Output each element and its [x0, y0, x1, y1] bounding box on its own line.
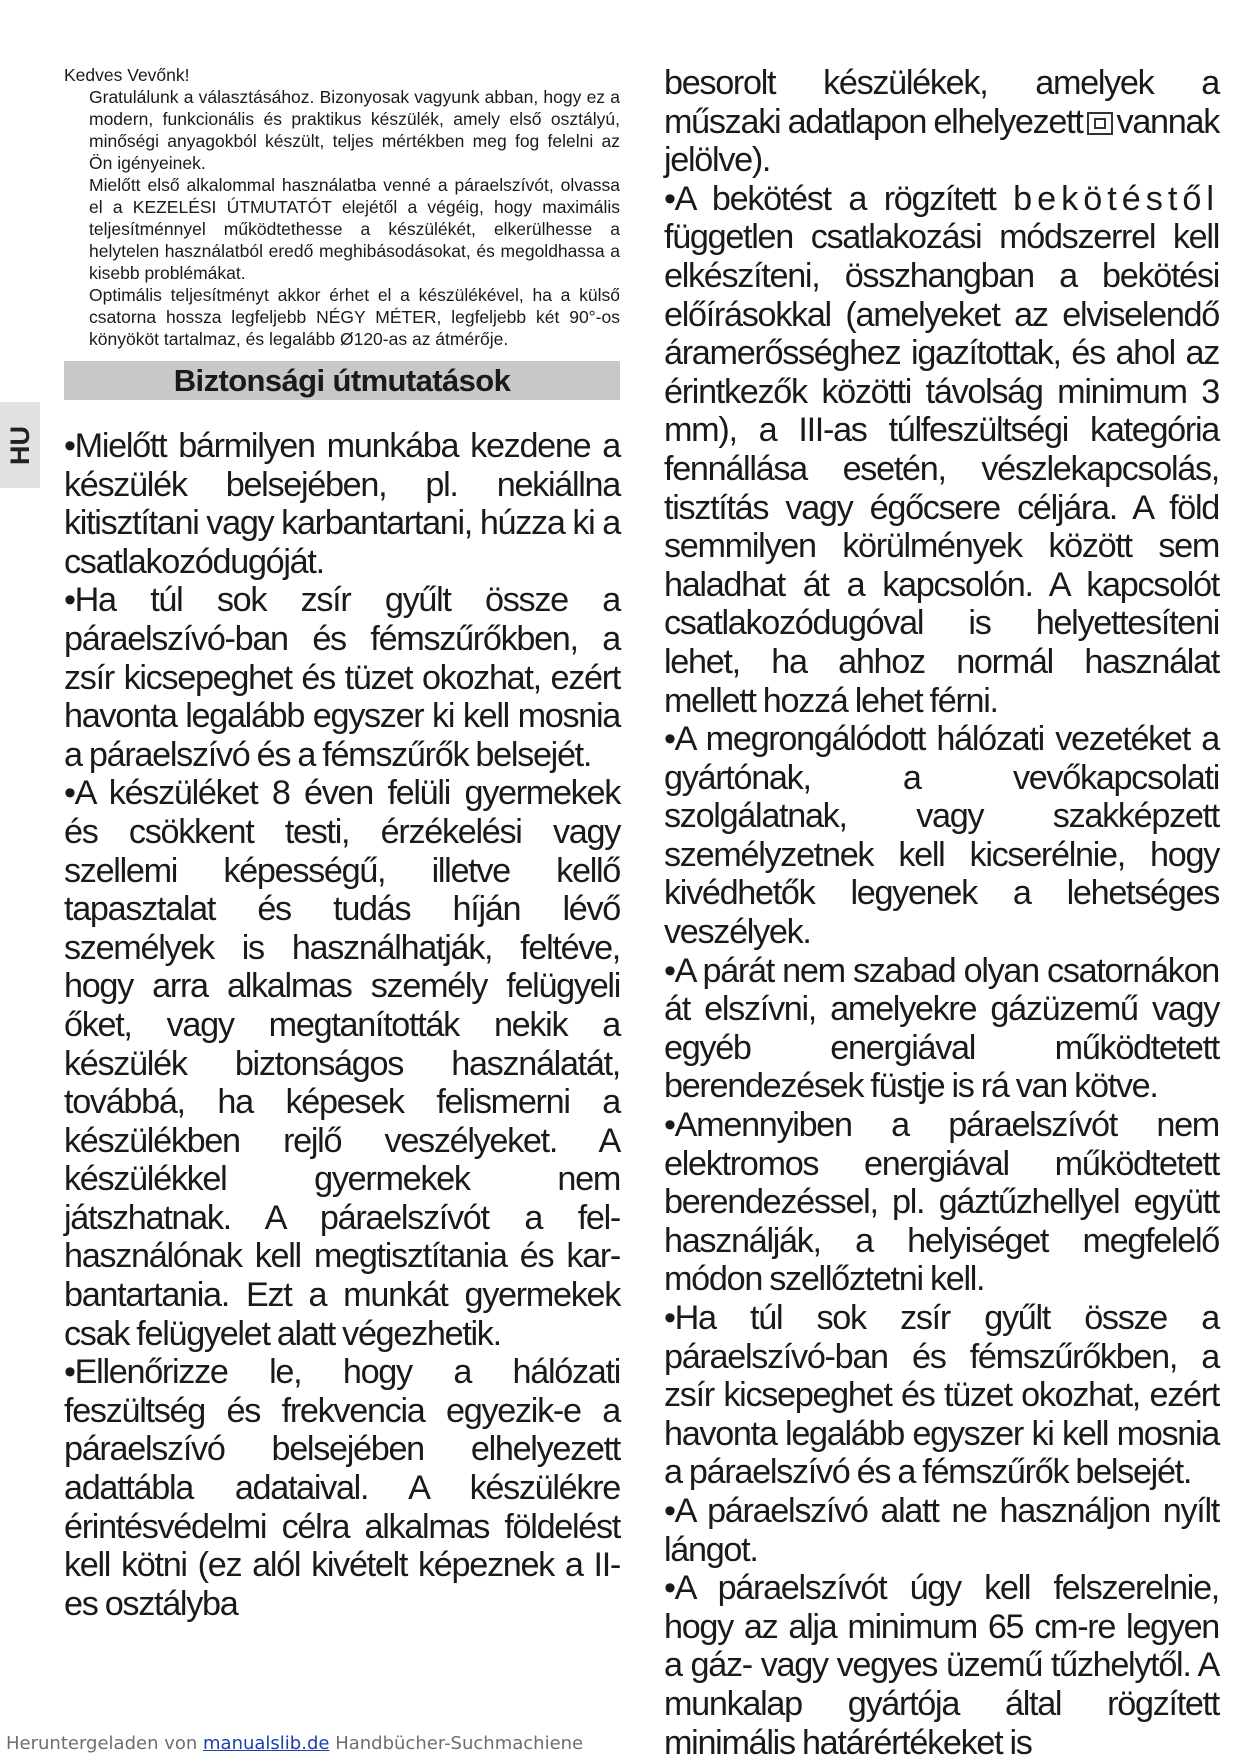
safety-item: •Ha túl sok zsír gyűlt össze a páraelszívó-ban és fémszűrőkben, a zsír kicsepeghet és tüzet okozhat, ezért havonta legalább egyszer ki kell mosnia a páraelszívó és a fémszűrők belsejét. [64, 581, 620, 774]
safety-item: •A készüléket 8 éven felüli gyermekek és csökkent testi, érzékelési vagy szellemi képességű, illetve kellő tapasztalat és tudás híján lévő személyek is használhatják, feltéve, hogy arra alkalmas személy felügyeli őket, vagy megtanították nekik a készülék biztonságos használatát, továbbá, ha képesek felismerni a készülékben rejlő veszélyeket. A készülékkel gyermekek nem játszhatnak. A páraelszívót a fel-használónak kell megtisztítania és kar-bantartania. Ezt a munkát gyermekek csak felügyelet alatt végezhetik. [64, 774, 620, 1353]
intro-section [64, 86, 620, 350]
safety-item: •Mielőtt bármilyen munkába kezdene a készülék belsejében, pl. nekiállna kitisztítani vagy karbantartani, húzza ki a csatlakozódugóját. [64, 427, 620, 581]
intro-paragraph: Optimális teljesítményt akkor érhet el a készülékével, ha a külső csatorna hossza legfeljebb NÉGY MÉTER, legfeljebb két 90°-os könyököt tartalmaz, és legalább Ø120-as az átmérője. [89, 285, 620, 349]
intro-paragraph: Gratulálunk a választásához. Bizonyosak vagyunk abban, hogy ez a modern, funkcionális és praktikus készülék, amely első osztályú, minőségi anyagokból készült, teljes mértékben meg fog felelni az Ön igényeinek. [89, 87, 620, 173]
safety-list [64, 427, 620, 1623]
safety-item: •A megrongálódott hálózati vezetéket a gyártónak, a vevőkapcsolati szolgálatnak, vagy szakképzett személyzetnek kell kicserélnie, hogy kivédhetők legyenek a lehetséges veszélyek. [664, 720, 1219, 952]
footer-prefix: Heruntergeladen von [6, 1733, 198, 1754]
footer-suffix: Handbücher-Suchmachiene [335, 1733, 584, 1754]
safety-item: •Ellenőrizze le, hogy a hálózati feszültség és frekvencia egyezik-e a páraelszívó belsejében elhelyezett adattábla adataival. A készülékre érintésvédelmi célra alkalmas földelést kell kötni (ez alól kivételt képeznek a II-es osztályba [64, 1353, 620, 1623]
continued-text: besorolt készülékek, amelyek a műszaki adatlapon elhelyezett [664, 64, 1219, 141]
double-insulation-icon [1087, 112, 1113, 135]
language-tab [0, 402, 40, 488]
continued-item [664, 64, 1219, 180]
download-footer [6, 1734, 583, 1754]
language-code: HU [4, 425, 35, 465]
manualslib-link[interactable]: manualslib.de [203, 1733, 330, 1754]
safety-item: •Amennyiben a páraelszívót nem elektromos energiával működtetett berendezéssel, pl. gáztűzhellyel együtt használják, a helyiséget megfelelő módon szellőztetni kell. [664, 1106, 1219, 1299]
right-column [664, 64, 1219, 1762]
safety-item [664, 180, 1219, 720]
safety-item-rest: független csatlakozási módszerrel kell elkészíteni, összhangban a bekötési előírásokkal (amelyeket az elviselendő áramerősséghez igazítottak, és ahol az érintkezők közötti távolság minimum 3 mm), a III-as túlfeszültségi kategória fennállása esetén, vészlekapcsolás, tisztítás vagy égőcsere céljára. A föld semmilyen körülmények között sem haladhat át a kapcsolón. A kapcsolót csatlakozódugóval is helyettesíteni lehet, ha ahhoz normál használat mellett hozzá lehet férni. [664, 218, 1219, 720]
section-heading: Biztonsági útmutatások [64, 361, 620, 400]
left-column [64, 64, 620, 1623]
safety-list-continued [664, 64, 1219, 1762]
safety-item: •A páraelszívó alatt ne használjon nyílt lángot. [664, 1491, 1219, 1569]
safety-item-start: •A bekötést a rögzített [664, 179, 996, 218]
salutation: Kedves Vevőnk! [64, 65, 190, 85]
safety-item: •A páraelszívót úgy kell felszerelnie, hogy az alja minimum 65 cm-re legyen a gáz- vagy vegyes üzemű tűzhelytől. A munkalap gyártója által rögzített minimális határértékeket is [664, 1569, 1219, 1762]
safety-item: •A párát nem szabad olyan csatornákon át elszívni, amelyekre gázüzemű vagy egyéb energiával működtetett berendezések füstje is rá van kötve. [664, 951, 1219, 1106]
safety-item: •Ha túl sok zsír gyűlt össze a páraelszívó-ban és fémszűrőkben, a zsír kicsepeghet és tüzet okozhat, ezért havonta legalább egyszer ki kell mosnia a páraelszívó és a fémszűrők belsejét. [664, 1299, 1219, 1492]
continued-text-end: vannak jelölve). [664, 102, 1219, 180]
intro-paragraph: Mielőtt első alkalommal használatba venné a páraelszívót, olvassa el a KEZELÉSI ÚTMUTATÓT elejétől a végéig, hogy maximális teljesítménnyel működtethesse a készülékét, elkerülhesse a helytelen használatból eredő meghibásodásokat, és megoldhassa a kisebb problémákat. [89, 175, 620, 283]
spaced-word: bekötéstől [1013, 179, 1219, 218]
